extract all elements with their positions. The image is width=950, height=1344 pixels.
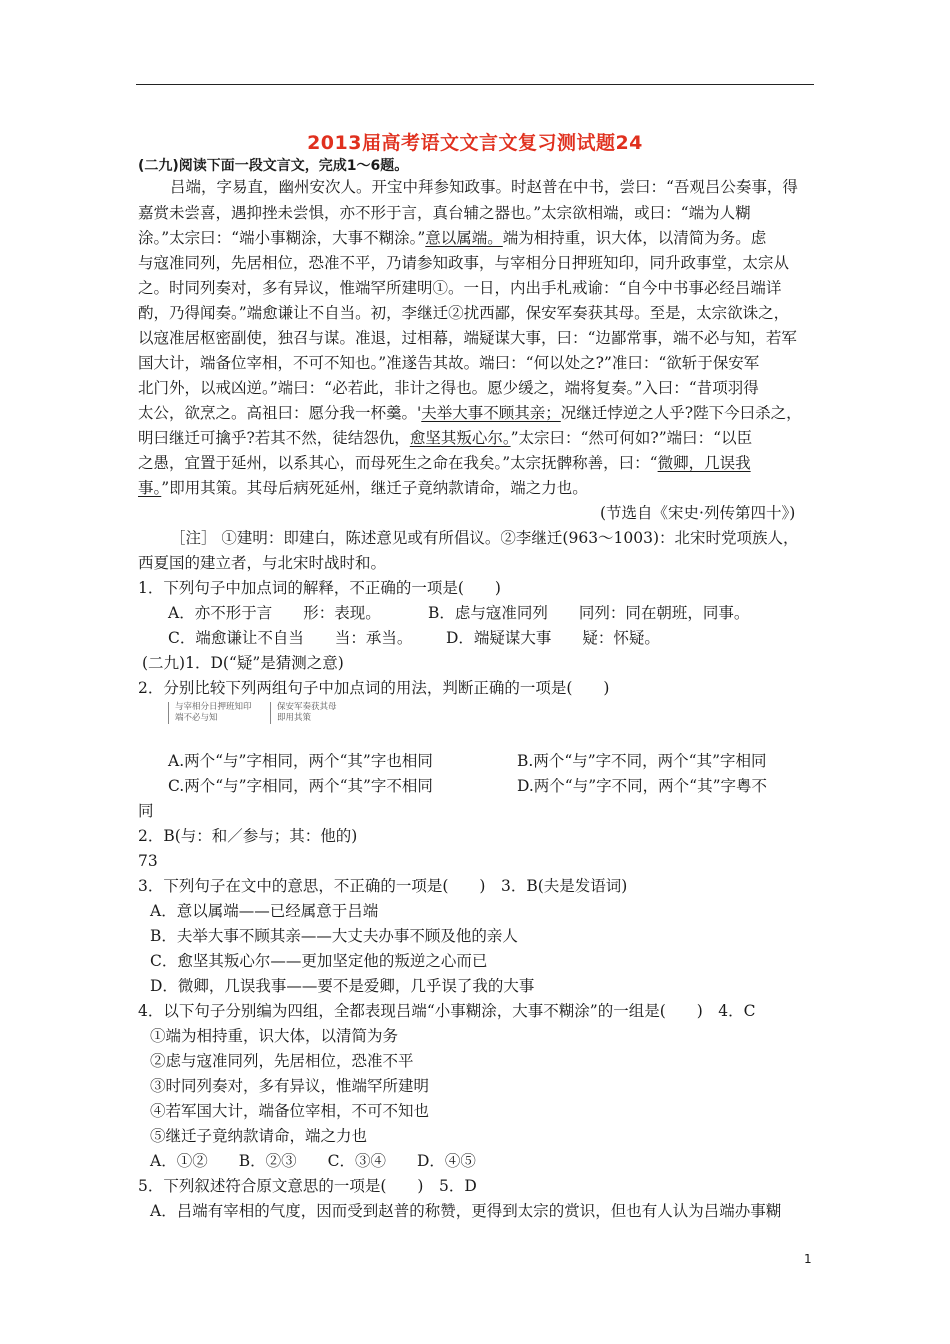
- underlined-phrase: 微卿，几误我: [657, 454, 751, 472]
- note-line: 西夏国的建立者，与北宋时战时和。: [138, 554, 387, 572]
- note-line: ［注］ ①建明：即建白，陈述意见或有所倡议。②李继迁(963～1003)：北宋时党项族人，: [170, 529, 799, 547]
- option-a: A．意以属端——已经属意于吕端: [150, 902, 379, 920]
- question-stem: 5．下列叙述符合原文意思的一项是( ) 5．D: [138, 1177, 477, 1195]
- option-c: C．端愈谦让不自当 当：承当。: [168, 629, 413, 647]
- options-line: A．①② B．②③ C．③④ D．④⑤: [150, 1152, 476, 1170]
- question-stem: 2．分别比较下列两组句子中加点词的用法，判断正确的一项是( ): [138, 679, 610, 697]
- statement-item: ④若军国大计，端备位宰相，不可不知也: [150, 1102, 430, 1120]
- option-a: A．亦不形于言 形：表现。: [168, 604, 381, 622]
- passage-line: 吕端，字易直，幽州安次人。开宝中拜参知政事。时赵普在中书，尝曰：“吾观吕公奏事，得: [170, 178, 798, 196]
- passage-line: 北门外，以戒凶逆。”端曰：“必若此，非计之得也。愿少缓之，端将复奏。”入曰：“昔项羽得: [138, 379, 759, 397]
- passage-line: 之愚，宜置于延州，以系其心，而母死生之命在我矣。”太宗抚髀称善，曰：“微卿，几误我: [138, 454, 751, 472]
- passage-line: 酌，乃得闻奏。”端愈谦让不自当。初，李继迁②扰西鄙，保安军奏获其母。至是，太宗欲诛之，: [138, 304, 790, 322]
- passage-line: 与寇准同列，先居相位，恐准不平，乃请参知政事，与宰相分日押班知印，同升政事堂，太宗从: [138, 254, 790, 272]
- sentence-group-image: 保安军奏获其母 即用其策: [270, 702, 337, 724]
- statement-item: ①端为相持重，识大体，以清简为务: [150, 1027, 399, 1045]
- option-d: D．微卿，几误我事——要不是爱卿，几乎误了我的大事: [150, 977, 535, 995]
- option-c: C.两个“与”字相同，两个“其”字不相同: [168, 777, 433, 795]
- option-b: B.两个“与”字不同，两个“其”字相同: [517, 752, 767, 770]
- sentence-group-image: 与宰相分日押班知印 端不必与知: [168, 702, 252, 724]
- source-citation: (节选自《宋史·列传第四十》): [600, 504, 796, 522]
- passage-line: 明曰继迁可擒乎?若其不然，徒结怨仇，愈坚其叛心尔。”太宗曰：“然可何如?”端曰：“以臣: [138, 429, 753, 447]
- page-title: 2013届高考语文文言文复习测试题24: [307, 132, 643, 154]
- option-d-continued: 同: [138, 802, 154, 820]
- stray-number: 73: [138, 852, 158, 870]
- underlined-phrase: 愈坚其叛心尔。: [409, 429, 511, 447]
- passage-line: 国大计，端备位宰相，不可不知也。”准遂告其故。端曰：“何以处之?”准曰：“欲斩于保安军: [138, 354, 760, 372]
- passage-line: 涂。”太宗曰：“端小事糊涂，大事不糊涂。”意以属端。端为相持重，识大体，以清简为务。虑: [138, 229, 767, 247]
- underlined-phrase: 意以属端。: [425, 229, 503, 247]
- option-a: A．吕端有宰相的气度，因而受到赵普的称赞，更得到太宗的赏识，但也有人认为吕端办事糊: [150, 1202, 782, 1220]
- question-stem: 4．以下句子分别编为四组，全都表现吕端“小事糊涂，大事不糊涂”的一组是( ) 4．C: [138, 1002, 756, 1020]
- statement-item: ⑤继迁子竟纳款请命，端之力也: [150, 1127, 368, 1145]
- underlined-phrase: 夫举大事不顾其亲；: [421, 404, 561, 422]
- section-intro: (二九)阅读下面一段文言文，完成1～6题。: [138, 158, 409, 174]
- passage-line: 以寇准居枢密副使，独召与谋。准退，过相幕，端疑谋大事，曰：“边鄙常事，端不必与知，若军: [138, 329, 797, 347]
- answer-line: (二九)1．D(“疑”是猜测之意): [142, 654, 344, 672]
- page-number: 1: [804, 1252, 812, 1266]
- answer-line: 2．B(与：和／参与；其：他的): [138, 827, 358, 845]
- underlined-phrase: 事。: [138, 479, 162, 497]
- option-c: C．愈坚其叛心尔——更加坚定他的叛逆之心而已: [150, 952, 488, 970]
- question-stem: 3．下列句子在文中的意思，不正确的一项是( ) 3．B(夫是发语词): [138, 877, 628, 895]
- option-d: D．端疑谋大事 疑：怀疑。: [446, 629, 660, 647]
- header-rule: [136, 84, 814, 85]
- option-d: D.两个“与”字不同，两个“其”字粤不: [517, 777, 767, 795]
- statement-item: ③时同列奏对，多有异议，惟端罕所建明: [150, 1077, 430, 1095]
- question-stem: 1．下列句子中加点词的解释，不正确的一项是( ): [138, 579, 501, 597]
- passage-line: 太公，欲烹之。高祖曰：愿分我一杯羹。'夫举大事不顾其亲；况继迁悖逆之人乎?陛下今曰杀之，: [138, 404, 802, 422]
- passage-line: 事。”即用其策。其母后病死延州，继迁子竟纳款请命，端之力也。: [138, 479, 588, 497]
- option-a: A.两个“与”字相同，两个“其”字也相同: [168, 752, 433, 770]
- statement-item: ②虑与寇准同列，先居相位，恐准不平: [150, 1052, 414, 1070]
- passage-line: 嘉赏未尝喜，遇抑挫未尝惧，亦不形于言，真台辅之器也。”太宗欲相端，或曰：“端为人糊: [138, 204, 751, 222]
- option-b: B．虑与寇准同列 同列：同在朝班，同事。: [428, 604, 750, 622]
- passage-line: 之。时同列奏对，多有异议，惟端罕所建明①。一日，内出手札戒谕：“自今中书事必经吕端详: [138, 279, 782, 297]
- option-b: B．夫举大事不顾其亲——大丈夫办事不顾及他的亲人: [150, 927, 518, 945]
